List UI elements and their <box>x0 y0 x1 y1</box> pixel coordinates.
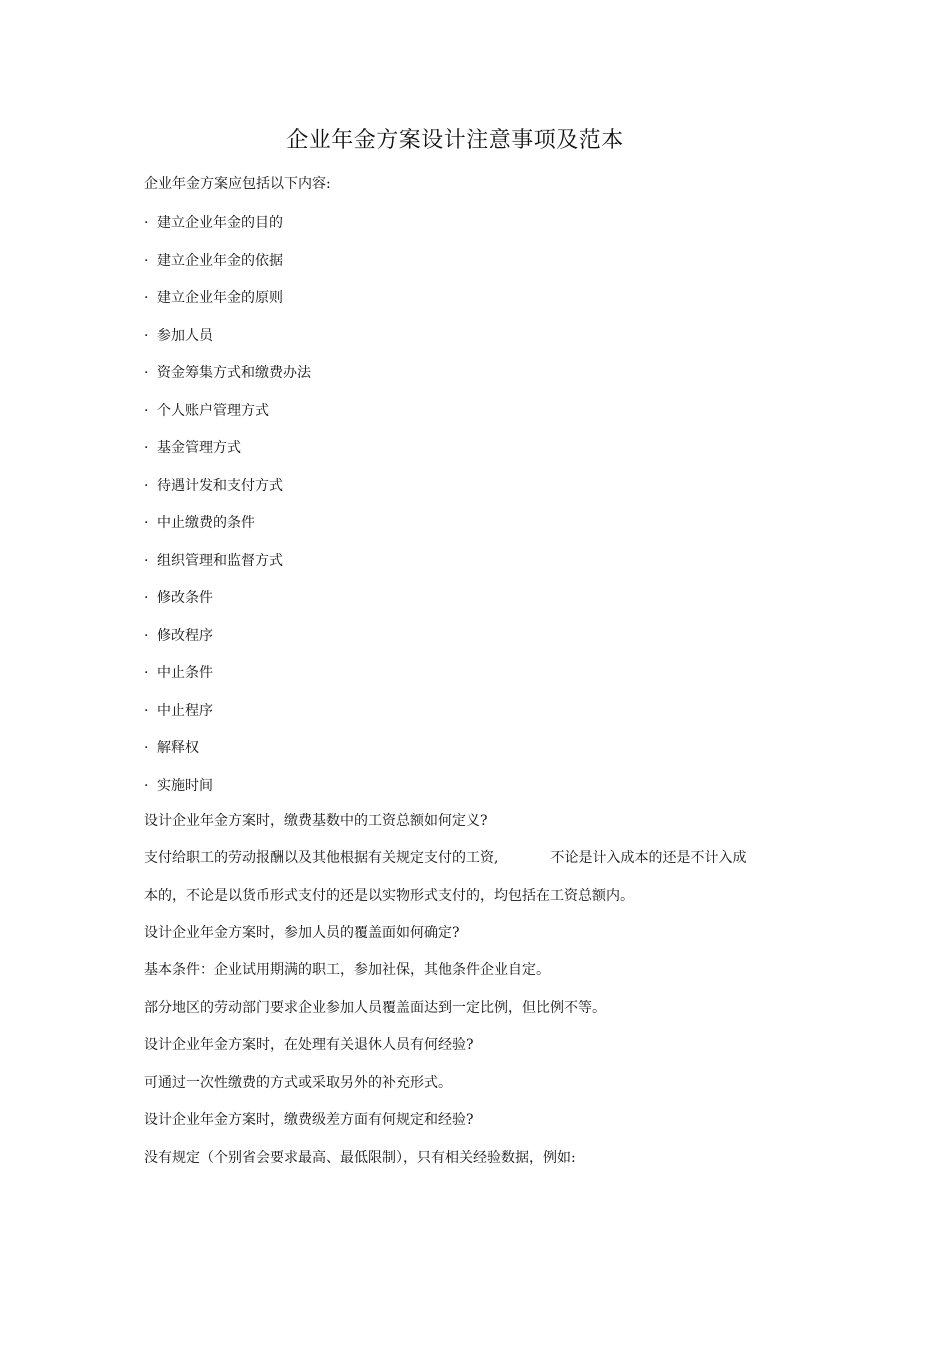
content-list-item <box>144 511 311 549</box>
content-list-item-label: 修改程序 <box>157 627 213 644</box>
content-list-item <box>144 624 311 662</box>
content-list-item-label: 中止程序 <box>157 702 213 719</box>
bullet-marker: · <box>144 290 149 306</box>
content-list-item <box>144 774 311 812</box>
bullet-marker: · <box>144 627 149 644</box>
content-list-item-label: 建立企业年金的目的 <box>157 215 283 231</box>
content-list-item-label: 参加人员 <box>157 327 213 344</box>
bullet-marker: · <box>144 477 149 494</box>
content-list-item <box>144 324 311 362</box>
content-list-item <box>144 586 311 624</box>
content-list-item <box>144 661 311 699</box>
answer-contribution-gap: 没有规定（个别省会要求最高、最低限制），只有相关经验数据，例如: <box>144 1150 576 1166</box>
content-list-item-label: 解释权 <box>157 740 199 756</box>
content-list-item <box>144 211 311 249</box>
bullet-marker: · <box>144 777 149 794</box>
content-list-item <box>144 399 311 437</box>
content-list-item <box>144 286 311 324</box>
bullet-marker: · <box>144 327 149 344</box>
bullet-marker: · <box>144 590 149 606</box>
content-list-item-label: 个人账户管理方式 <box>157 402 269 419</box>
question-salary-total: 设计企业年金方案时，缴费基数中的工资总额如何定义? <box>144 813 488 829</box>
content-list-item-label: 实施时间 <box>157 777 213 794</box>
question-contribution-gap: 设计企业年金方案时，缴费级差方面有何规定和经验? <box>144 1112 474 1128</box>
answer-coverage-line1: 基本条件：企业试用期满的职工，参加社保，其他条件企业自定。 <box>144 962 550 978</box>
content-list-item-label: 中止缴费的条件 <box>157 515 255 531</box>
content-list-item-label: 建立企业年金的原则 <box>157 290 283 306</box>
question-retirees: 设计企业年金方案时，在处理有关退休人员有何经验? <box>144 1037 474 1053</box>
content-list-item <box>144 436 311 474</box>
bullet-marker: · <box>144 402 149 419</box>
content-list-item <box>144 474 311 512</box>
content-item-list <box>144 211 311 811</box>
content-list-item <box>144 549 311 587</box>
bullet-marker: · <box>144 665 149 681</box>
bullet-marker: · <box>144 740 149 756</box>
question-coverage: 设计企业年金方案时，参加人员的覆盖面如何确定? <box>144 925 460 941</box>
answer-salary-total-part2: 不论是计入成本的还是不计入成 <box>550 850 747 866</box>
content-list-item-label: 修改条件 <box>157 590 213 606</box>
bullet-marker: · <box>144 440 149 456</box>
bullet-marker: · <box>144 365 149 381</box>
content-list-item-label: 中止条件 <box>157 665 213 681</box>
answer-coverage-line2: 部分地区的劳动部门要求企业参加人员覆盖面达到一定比例，但比例不等。 <box>144 1000 606 1016</box>
content-list-item <box>144 699 311 737</box>
content-list-item <box>144 361 311 399</box>
content-list-item-label: 待遇计发和支付方式 <box>157 477 283 494</box>
bullet-marker: · <box>144 515 149 531</box>
content-list-item-label: 基金管理方式 <box>157 440 241 456</box>
content-list-item-label: 组织管理和监督方式 <box>157 552 283 569</box>
answer-salary-total-part1: 支付给职工的劳动报酬以及其他根据有关规定支付的工资, <box>144 850 499 866</box>
bullet-marker: · <box>144 215 149 231</box>
bullet-marker: · <box>144 252 149 269</box>
bullet-marker: · <box>144 552 149 569</box>
answer-salary-total-line2: 本的，不论是以货币形式支付的还是以实物形式支付的，均包括在工资总额内。 <box>144 888 634 904</box>
document-title: 企业年金方案设计注意事项及范本 <box>286 128 624 153</box>
answer-retirees: 可通过一次性缴费的方式或采取另外的补充形式。 <box>144 1075 452 1091</box>
bullet-marker: · <box>144 702 149 719</box>
content-list-item <box>144 249 311 287</box>
content-list-item-label: 资金筹集方式和缴费办法 <box>157 365 311 381</box>
answer-salary-total-line1 <box>144 846 746 870</box>
content-list-item <box>144 736 311 774</box>
content-list-item-label: 建立企业年金的依据 <box>157 252 283 269</box>
intro-text: 企业年金方案应包括以下内容: <box>144 176 331 192</box>
